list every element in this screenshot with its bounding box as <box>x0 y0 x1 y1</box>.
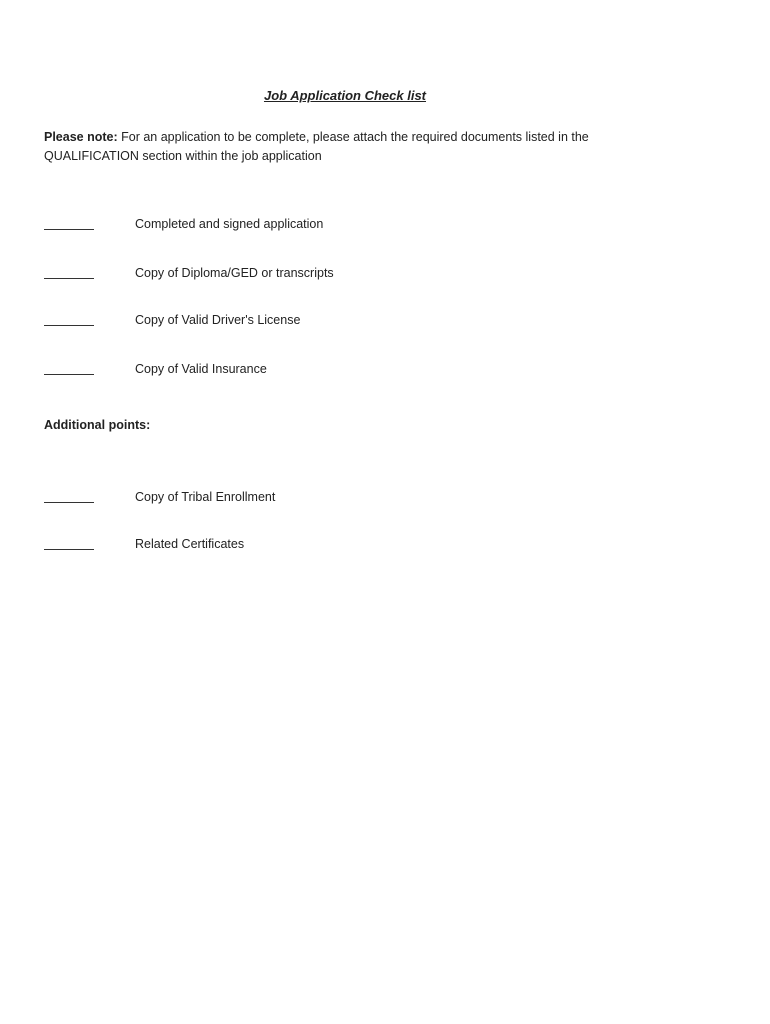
checklist-item-label: Copy of Tribal Enrollment <box>135 490 276 504</box>
note-paragraph <box>44 128 664 166</box>
checklist-item-label: Copy of Valid Insurance <box>135 362 267 376</box>
checklist-item-label: Completed and signed application <box>135 217 324 231</box>
checkbox-blank-line[interactable] <box>44 549 94 550</box>
checkbox-blank-line[interactable] <box>44 229 94 230</box>
note-text: For an application to be complete, please attach the required documents listed in the QUALIFICATION section within the job application <box>44 130 589 163</box>
checklist-item-drivers-license <box>44 312 644 330</box>
checklist-item-insurance <box>44 361 644 379</box>
checklist-item-tribal-enrollment <box>44 489 644 507</box>
checkbox-blank-line[interactable] <box>44 374 94 375</box>
checklist-item-application <box>44 216 644 234</box>
checkbox-blank-line[interactable] <box>44 502 94 503</box>
checklist-item-label: Copy of Diploma/GED or transcripts <box>135 266 334 280</box>
checklist-item-label: Copy of Valid Driver's License <box>135 313 301 327</box>
note-label: Please note: <box>44 130 118 144</box>
additional-points-heading: Additional points: <box>44 418 151 432</box>
checklist-item-label: Related Certificates <box>135 537 245 551</box>
checklist-item-certificates <box>44 536 644 554</box>
checklist-item-diploma <box>44 265 644 283</box>
checkbox-blank-line[interactable] <box>44 278 94 279</box>
page-title: Job Application Check list <box>263 88 427 103</box>
checkbox-blank-line[interactable] <box>44 325 94 326</box>
